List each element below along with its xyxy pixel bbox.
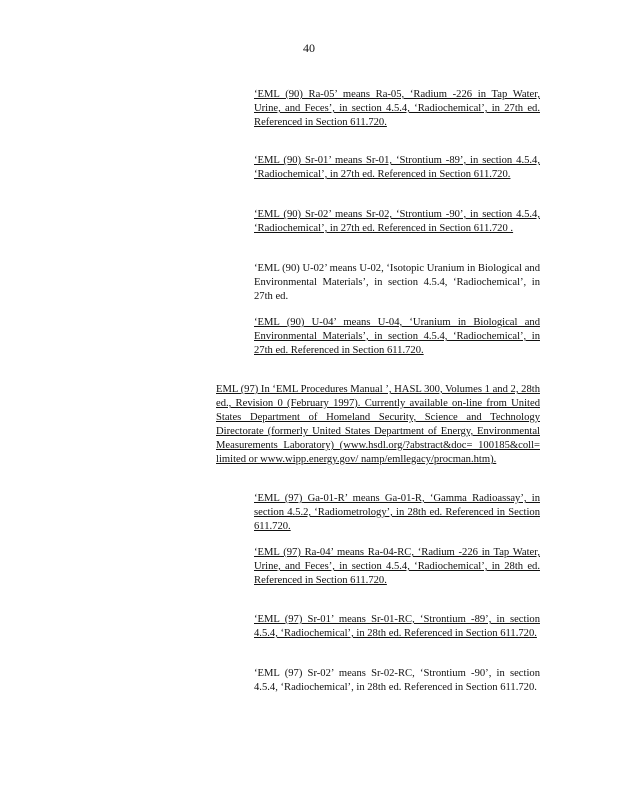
definition-eml-97-manual: EML (97) In ‘EML Procedures Manual ’, HASL 300, Volumes 1 and 2, 28th ed., Revision 0 (February 1997). Currently available on-line from United States Department of Homeland Security, Science and Technology Directorate (formerly United States Department of Energy, Environmental Measurements Laboratory) (www.hsdl.org/?abstract&doc= 100185&coll= limited or www.wipp.energy.gov/ namp/emllegacy/procman.htm). xyxy=(216,384,540,465)
definition-eml-97-ga-01-r: ‘EML (97) Ga-01-R’ means Ga-01-R, ‘Gamma Radioassay’, in section 4.5.2, ‘Radiometrology’, in 28th ed. Referenced in Section 611.720. xyxy=(254,493,540,532)
definition-eml-97-ra-04: ‘EML (97) Ra-04’ means Ra-04-RC, ‘Radium -226 in Tap Water, Urine, and Feces’, in section 4.5.4, ‘Radiochemical’, in 28th ed. Referenced in Section 611.720. xyxy=(254,547,540,586)
definition-eml-90-sr-02: ‘EML (90) Sr-02’ means Sr-02, ‘Strontium -90’, in section 4.5.4, ‘Radiochemical’, in 27th ed. Referenced in Section 611.720 . xyxy=(254,209,540,234)
definition-eml-97-sr-01: ‘EML (97) Sr-01’ means Sr-01-RC, ‘Strontium -89’, in section 4.5.4, ‘Radiochemical’, in 28th ed. Referenced in Section 611.720. xyxy=(254,614,540,639)
definition-eml-97-sr-02: ‘EML (97) Sr-02’ means Sr-02-RC, ‘Strontium -90’, in section 4.5.4, ‘Radiochemical’, in 28th ed. Referenced in Section 611.720. xyxy=(254,668,540,693)
definition-eml-90-u-04: ‘EML (90) U-04’ means U-04, ‘Uranium in Biological and Environmental Materials’, in section 4.5.4, ‘Radiochemical’, in 27th ed. Referenced in Section 611.720. xyxy=(254,317,540,356)
page-number: 40 xyxy=(303,41,315,55)
definition-eml-90-sr-01: ‘EML (90) Sr-01’ means Sr-01, ‘Strontium -89’, in section 4.5.4, ‘Radiochemical’, in 27th ed. Referenced in Section 611.720. xyxy=(254,155,540,180)
definition-eml-90-u-02: ‘EML (90) U-02’ means U-02, ‘Isotopic Uranium in Biological and Environmental Materials’, in section 4.5.4, ‘Radiochemical’, in 27th ed. xyxy=(254,263,540,302)
definition-eml-90-ra-05: ‘EML (90) Ra-05’ means Ra-05, ‘Radium -226 in Tap Water, Urine, and Feces’, in section 4.5.4, ‘Radiochemical’, in 27th ed. Referenced in Section 611.720. xyxy=(254,89,540,128)
